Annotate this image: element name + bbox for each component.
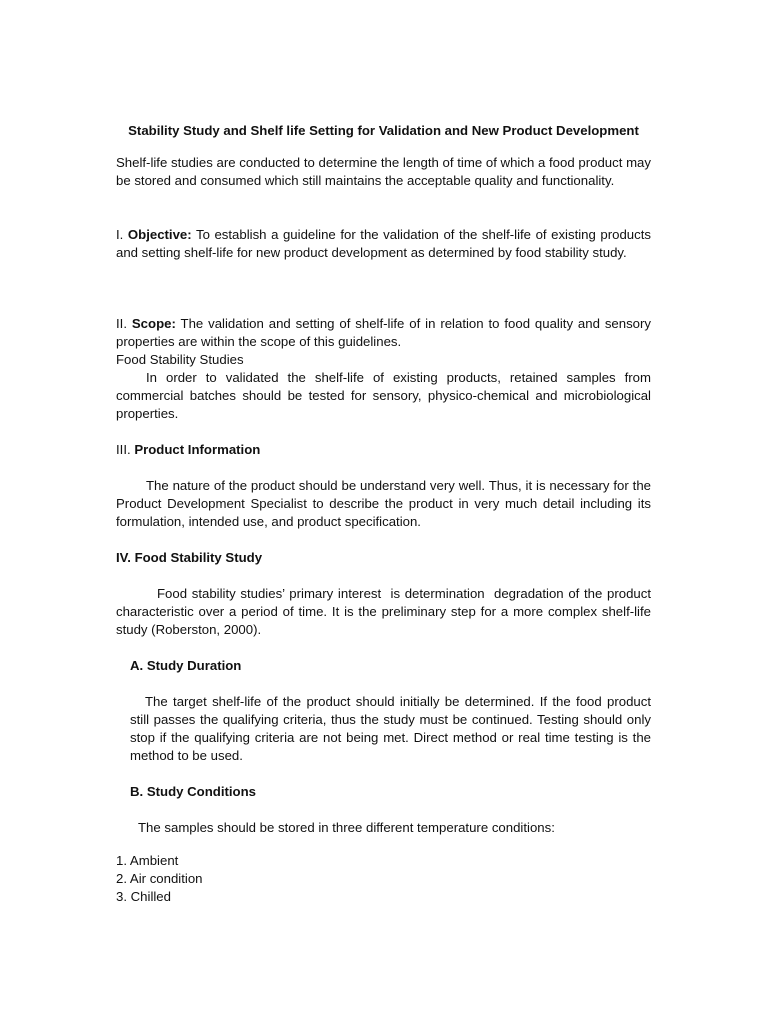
food-stability-paragraph: Food stability studies’ primary interest is determination degradation of the product characteristic over a period of time. It is the preliminary step for a more complex shelf-life study (Roberston, 2000). — [116, 586, 655, 637]
objective-paragraph — [116, 226, 651, 262]
study-duration-heading: A. Study Duration — [130, 658, 242, 673]
study-conditions-paragraph: The samples should be stored in three different temperature conditions: — [138, 820, 555, 835]
objective-text: To establish a guideline for the validation of the shelf-life of existing products and setting shelf-life for new product development as determined by food stability study. — [116, 227, 651, 260]
product-info-label: Product Information — [134, 442, 261, 457]
study-duration-paragraph: The target shelf-life of the product should initially be determined. If the food product still passes the qualifying criteria, thus the study must be continued. Testing should only stop if the qualifying criteria are not being met. Direct method or real time testing is the method to be used. — [130, 694, 651, 763]
product-info-prefix: III. — [116, 442, 135, 457]
document-page — [116, 122, 655, 906]
list-item: 1. Ambient — [116, 853, 179, 868]
temperature-conditions-list — [116, 852, 651, 906]
objective-prefix: I. — [116, 227, 128, 242]
list-item: 2. Air condition — [116, 871, 203, 886]
scope-subparagraph: In order to validated the shelf-life of existing products, retained samples from commercial batches should be tested for sensory, physico-chemical and microbiological properties. — [116, 370, 651, 421]
food-stability-heading-text: IV. Food Stability Study — [116, 550, 263, 565]
food-stability-heading — [116, 549, 651, 567]
scope-label: Scope: — [131, 316, 176, 331]
scope-text: The validation and setting of shelf-life of in relation to food quality and sensory properties are within the scope of this guidelines. — [116, 316, 652, 349]
product-info-paragraph: The nature of the product should be understand very well. Thus, it is necessary for the Product Development Specialist to describe the product in very much detail including its formulation, intended use, and product specification. — [116, 478, 651, 529]
food-stability-studies-subheading: Food Stability Studies — [116, 352, 244, 367]
intro-paragraph: Shelf-life studies are conducted to determine the length of time of which a food product may be stored and consumed which still maintains the acceptable quality and functionality. — [116, 155, 651, 188]
list-item: 3. Chilled — [116, 889, 171, 904]
objective-label: Objective: — [127, 227, 192, 242]
study-conditions-heading: B. Study Conditions — [130, 784, 257, 799]
product-info-heading — [116, 441, 651, 459]
scope-prefix: II. — [116, 316, 132, 331]
document-title: Stability Study and Shelf life Setting for Validation and New Product Development — [128, 123, 639, 138]
scope-paragraph — [116, 315, 651, 351]
